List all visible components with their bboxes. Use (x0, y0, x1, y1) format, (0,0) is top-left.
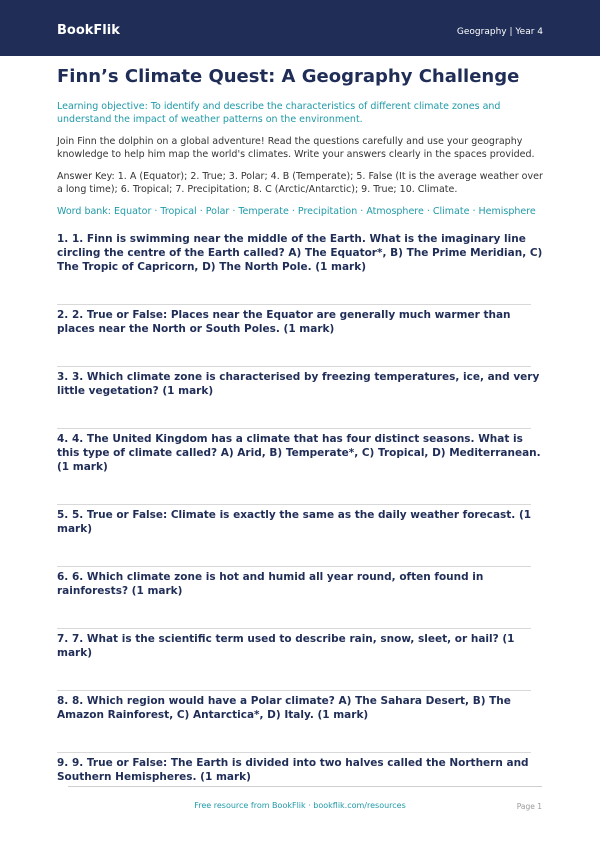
page-title: Finn’s Climate Quest: A Geography Challenge (57, 66, 520, 87)
page-number: Page 1 (516, 802, 542, 811)
header-bar (0, 0, 600, 56)
answer-line[interactable] (57, 504, 531, 505)
answer-line[interactable] (57, 566, 531, 567)
word-bank: Word bank: Equator · Tropical · Polar · Temperate · Precipitation · Atmosphere · Climate · Hemisphere (57, 206, 536, 217)
subject-year-label: Geography | Year 4 (456, 27, 543, 37)
question-list (57, 232, 545, 784)
question-9: 9. 9. True or False: The Earth is divided into two halves called the Northern and Southern Hemispheres. (1 mark) (57, 757, 529, 783)
learning-objective: Learning objective: To identify and describe the characteristics of different climate zones and understand the impact of weather patterns on the environment. (57, 101, 501, 125)
answer-line[interactable] (57, 428, 531, 429)
question-7: 7. 7. What is the scientific term used to describe rain, snow, sleet, or hail? (1 mark) (57, 633, 515, 659)
question-3: 3. 3. Which climate zone is characterised by freezing temperatures, ice, and very little vegetation? (1 mark) (57, 371, 540, 397)
answer-line[interactable] (57, 752, 531, 753)
answer-key: Answer Key: 1. A (Equator); 2. True; 3. Polar; 4. B (Temperate); 5. False (It is the average weather over a long time); 6. Tropical; 7. Precipitation; 8. C (Arctic/Antarctic); 9. True; 10. Climate. (57, 171, 543, 195)
question-8: 8. 8. Which region would have a Polar climate? A) The Sahara Desert, B) The Amazon Rainforest, C) Antarctica*, D) Italy. (1 mark) (57, 695, 511, 721)
question-6: 6. 6. Which climate zone is hot and humid all year round, often found in rainforests? (1 mark) (57, 571, 484, 597)
question-1: 1. 1. Finn is swimming near the middle of the Earth. What is the imaginary line circling the centre of the Earth called? A) The Equator*, B) The Prime Meridian, C) The Tropic of Capricorn, D) The North Pole. (1 mark) (57, 233, 543, 273)
question-4: 4. 4. The United Kingdom has a climate that has four distinct seasons. What is this type of climate called? A) Arid, B) Temperate*, C) Tropical, D) Mediterranean. (1 mark) (57, 433, 541, 473)
answer-line[interactable] (57, 304, 531, 305)
intro-text: Join Finn the dolphin on a global adventure! Read the questions carefully and use your geography knowledge to help him map the world's climates. Write your answers clearly in the spaces provided. (57, 136, 535, 160)
footer-divider (68, 786, 542, 787)
footer-link[interactable]: Free resource from BookFlik · bookflik.com/resources (194, 801, 406, 810)
worksheet-content (57, 66, 545, 784)
answer-line[interactable] (57, 628, 531, 629)
answer-line[interactable] (57, 690, 531, 691)
question-5: 5. 5. True or False: Climate is exactly the same as the daily weather forecast. (1 mark) (57, 509, 532, 535)
brand-logo: BookFlik (57, 23, 120, 38)
question-2: 2. 2. True or False: Places near the Equator are generally much warmer than places near the North or South Poles. (1 mark) (57, 309, 511, 335)
answer-line[interactable] (57, 366, 531, 367)
